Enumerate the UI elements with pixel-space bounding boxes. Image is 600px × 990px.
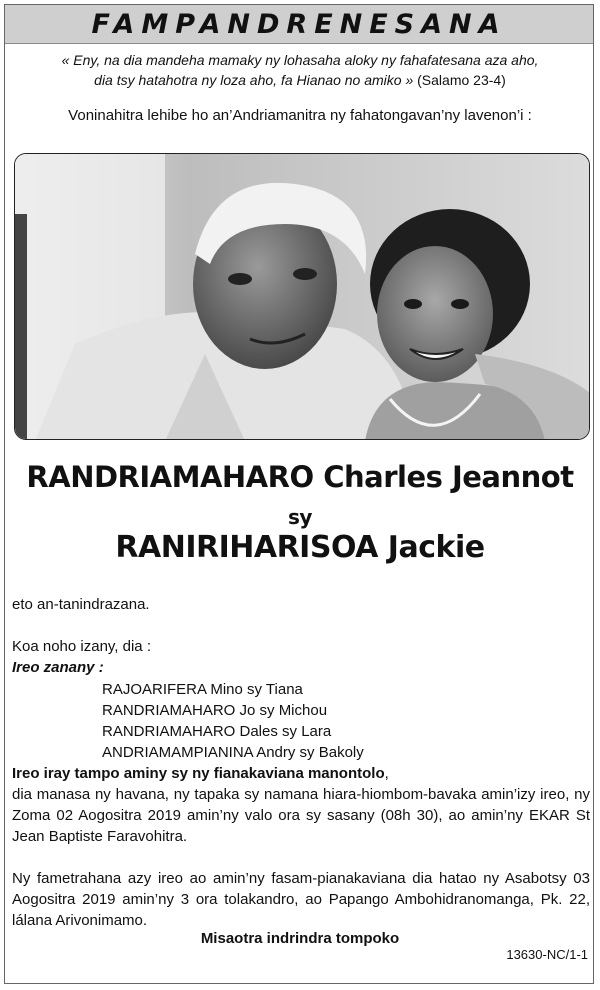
quote-reference: (Salamo 23-4) — [413, 72, 506, 88]
thanks-text: Misaotra indrindra tompoko — [200, 930, 400, 947]
wife-name: RANIRIHARISOA Jackie — [115, 530, 485, 565]
quote-line-2: dia tsy hatahotra ny loza aho, fa Hianao no amiko » — [94, 72, 414, 88]
header-bar — [5, 5, 593, 44]
list-item: RANDRIAMAHARO Dales sy Lara — [102, 723, 332, 740]
list-item: RAJOARIFERA Mino sy Tiana — [102, 681, 303, 698]
place-text: eto an-tanindrazana. — [12, 596, 150, 613]
family-line — [12, 763, 389, 784]
list-item: RANDRIAMAHARO Jo sy Michou — [102, 702, 328, 719]
husband-name: RANDRIAMAHARO Charles Jeannot — [26, 460, 574, 494]
header-title: FAMPANDRENESANA — [91, 8, 507, 40]
burial-paragraph: Ny fametrahana azy ireo ao amin’ny fasam-pianakaviana dia hatao ny Asabotsy 03 Aogositra 2019 amin’ny 3 ora tolakandro, ao Papango Ambohidranomanga, Pk. 22, lálana Arivonimamo. — [12, 870, 590, 929]
family-comma: , — [384, 765, 389, 782]
scripture-quote — [20, 50, 580, 90]
children-heading: Ireo zanany : — [12, 659, 104, 676]
children-list — [102, 679, 364, 763]
notice-text: Koa noho izany, dia : — [12, 638, 151, 655]
couple-photo — [14, 153, 590, 440]
list-item: ANDRIAMAMPIANINA Andry sy Bakoly — [102, 744, 364, 761]
names-conjunction: sy — [288, 505, 312, 529]
invitation-paragraph: dia manasa ny havana, ny tapaka sy namana hiara-hiombom-bavaka amin’izy ireo, ny Zoma 02 Aogositra 2019 amin’ny valo ora sy sasany (08h 30), ao amin’ny EKAR St Jean Baptiste Faravohitra. — [12, 786, 590, 845]
intro-text: Voninahitra lehibe ho an’Andriamanitra ny fahatongavan’ny lavenon’i : — [68, 107, 532, 124]
reference-code: 13630-NC/1-1 — [506, 947, 588, 962]
quote-line-1: « Eny, na dia mandeha mamaky ny lohasaha aloky ny fahafatesana aza aho, — [61, 52, 539, 68]
family-bold-text: Ireo iray tampo aminy sy ny fianakaviana manontolo — [12, 765, 385, 782]
